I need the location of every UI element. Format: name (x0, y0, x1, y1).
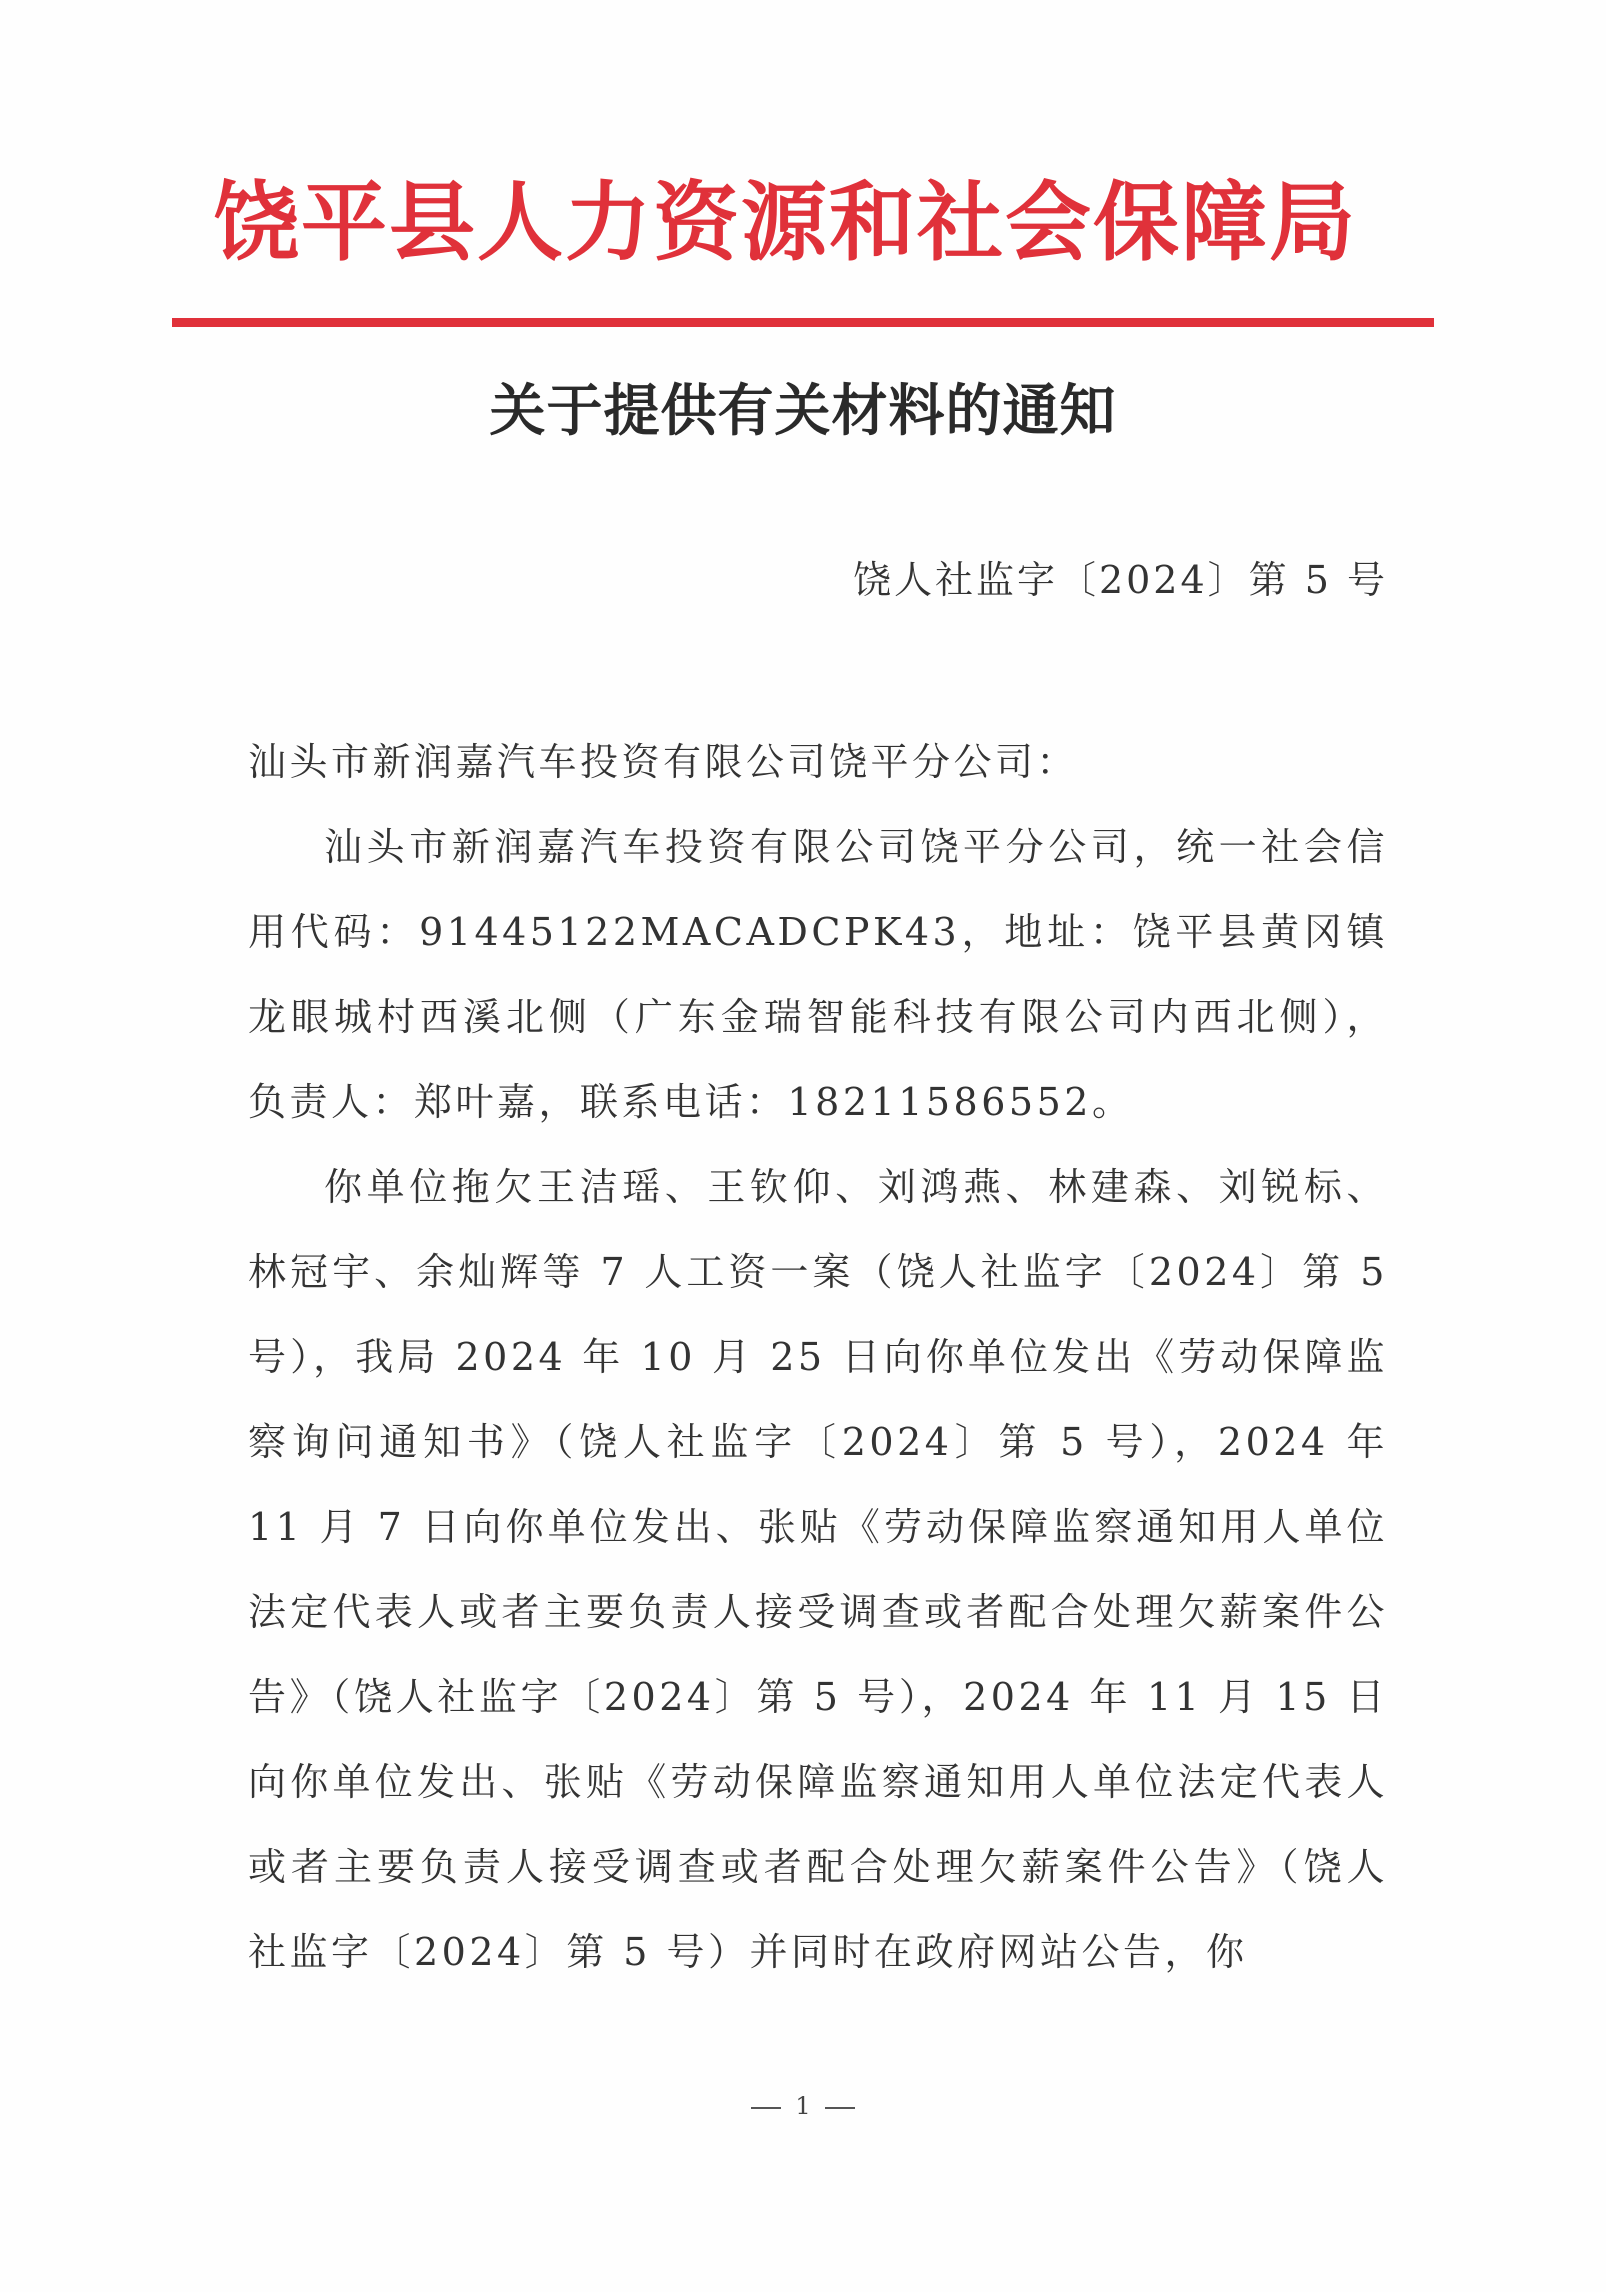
document-title: 关于提供有关材料的通知 (489, 379, 1117, 444)
red-divider-line (172, 318, 1434, 327)
dash-right (825, 2107, 855, 2109)
paragraph-company-info: 汕头市新润嘉汽车投资有限公司饶平分公司，统一社会信用代码：91445122MACADCPK43，地址：饶平县黄冈镇龙眼城村西溪北侧（广东金瑞智能科技有限公司内西北侧），负责人：郑叶嘉，联系电话：18211586552。 (248, 825, 1388, 1124)
document-number: 饶人社监字〔2024〕第 5 号 (852, 558, 1388, 602)
document-body (248, 720, 1388, 1995)
page-number: 1 (795, 2092, 811, 2120)
dash-left (751, 2107, 781, 2109)
paragraph-case-details: 你单位拖欠王洁瑶、王钦仰、刘鸿燕、林建森、刘锐标、林冠宇、余灿辉等 7 人工资一案（饶人社监字〔2024〕第 5 号），我局 2024 年 10 月 25 日向你单位发出《劳动保障监察询问通知书》（饶人社监字〔2024〕第 5 号），2024 年 11 月 7 日向你单位发出、张贴《劳动保障监察通知用人单位法定代表人或者主要负责人接受调查或者配合处理欠薪案件公告》（饶人社监字〔2024〕第 5 号），2024 年 11 月 15 日向你单位发出、张贴《劳动保障监察通知用人单位法定代表人或者主要负责人接受调查或者配合处理欠薪案件公告》（饶人社监字〔2024〕第 5 号）并同时在政府网站公告，你 (248, 1165, 1388, 1974)
page-footer (0, 2086, 1606, 2126)
addressee: 汕头市新润嘉汽车投资有限公司饶平分公司： (248, 740, 1079, 784)
organization-header: 饶平县人力资源和社会保障局 (213, 172, 1357, 273)
